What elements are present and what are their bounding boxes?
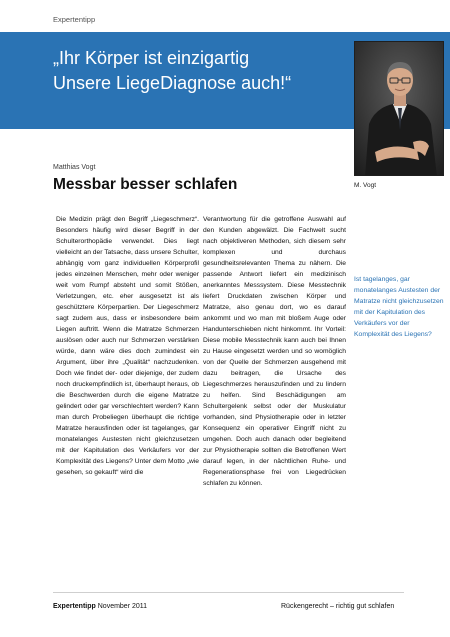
footer-tagline: Rückengerecht – richtig gut schlafen xyxy=(281,603,395,610)
footer-divider xyxy=(53,592,404,593)
footer-issue-brand: Expertentipp xyxy=(53,603,96,610)
quote-line-1: „Ihr Körper ist einzigartig xyxy=(53,48,250,68)
photo-caption: M. Vogt xyxy=(354,182,377,189)
author-photo xyxy=(354,41,444,176)
pull-quote: Ist tagelanges, gar monatelanges Austesten der Matratze nicht gleichzusetzen mit der Kapitulation des Verkäufers vor der Komplexität des Liegens? xyxy=(354,276,444,338)
article-author: Matthias Vogt xyxy=(53,164,96,171)
footer-issue xyxy=(53,603,147,610)
article-column-right: Verantwortung für die getroffene Auswahl auf den Kunden abgewälzt. Die Fachwelt sucht nach objektiveren Methoden, sich diesem sehr komplexen und durchaus gesundheitsrelevanten Thema zu nähern. Die passende Antwort liefert ein medizinisch anerkanntes Messsystem. Diese Messtechnik liefert Druckdaten zwischen Körper und Matratze, also genau dort, wo es darauf ankommt und wo man mit bloßem Auge oder Handunterschieben nicht hinkommt. Ihr Vorteil: Diese mobile Messtechnik kann auch bei Ihnen zu Hause eingesetzt werden und so womöglich von der Quelle der Schmerzen ausgehend mit dazu beitragen, die Ursache des Liegeschmerzes herauszufinden und zu lindern zu helfen. Sind Beschädigungen am Schultergelenk selbst oder der Muskulatur vorhanden, sind Physiotherapie oder in letzter Konsequenz ein operativer Eingriff nicht zu umgehen. Doch auch danach oder begleitend zur Physiotherapie sollten die Betroffenen Wert darauf legen, in der nächtlichen Ruhe- und Regenerationsphase frei von Liegedrücken schlafen zu können. xyxy=(203,216,346,487)
quote-line-2: Unsere LiegeDiagnose auch!“ xyxy=(53,73,292,93)
author-portrait-image xyxy=(355,42,444,176)
footer-issue-date: November 2011 xyxy=(95,603,148,610)
banner-quote xyxy=(53,46,343,96)
section-kicker: Expertentipp xyxy=(53,15,96,24)
article-column-left: Die Medizin prägt den Begriff „Liegeschmerz“. Besonders häufig wird dieser Begriff in der Schulterorthopädie verwendet. Dies liegt vielleicht an der Tatsache, dass unsere Schulter, abhängig vom ganz individuellen Körperprofil jedes einzelnen Menschen, mehr oder weniger weit vom Rumpf absteht und somit Stößen, Verletzungen, etc. eher ausgesetzt ist als geschütztere Körperpartien. Der Liegeschmerz sagt zudem aus, dass er insbesondere beim Liegen auftritt. Wenn die Matratze Schmerzen auslösen oder auch nur Schmerzen verstärken würde, dann wäre dies doch zumindest ein Argument, über ihre „Qualität“ nachzudenken. Doch wie findet der- oder diejenige, der zudem noch druckempfindlich ist, überhaupt heraus, ob die Beschwerden durch die eigene Matratze gelindert oder gar verschlechtert werden? Kann man durch Probeliegen überhaupt die richtige Matratze herausfinden oder ist tagelanges, gar monatelanges Austesten nicht gleichzusetzen mit der Kapitulation des Verkäufers vor der Komplexität des Liegens? Unter dem Motto „wie gesehen, so gekauft“ wird die xyxy=(56,216,199,476)
article-title: Messbar besser schlafen xyxy=(53,176,238,193)
